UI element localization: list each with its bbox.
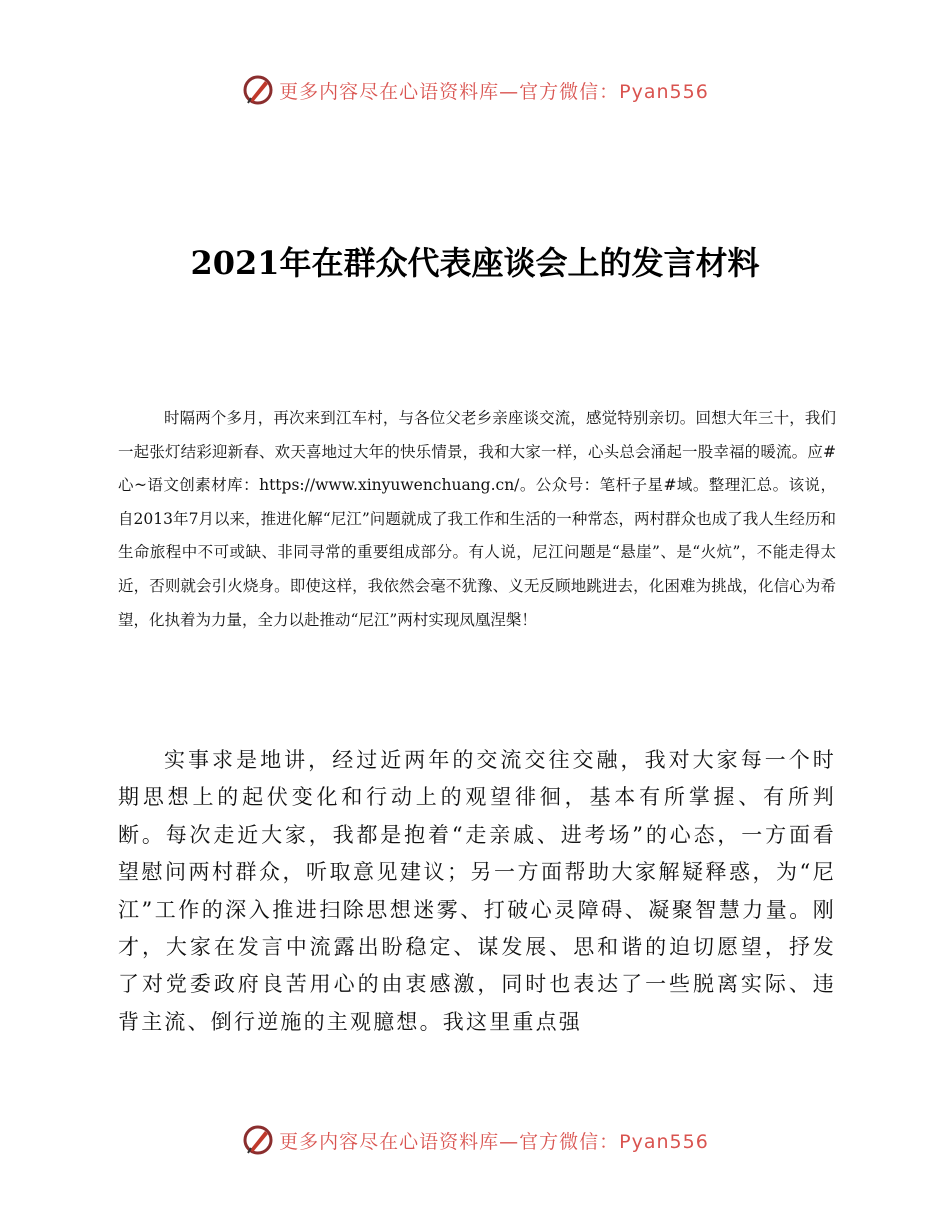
quill-pen-logo-icon (241, 73, 275, 107)
footer-watermark-banner (0, 1120, 950, 1160)
quill-pen-logo-icon (241, 1123, 275, 1157)
paragraph-intro: 时隔两个多月，再次来到江车村，与各位父老乡亲座谈交流，感觉特别亲切。回想大年三十，我们一起张灯结彩迎新春、欢天喜地过大年的快乐情景，我和大家一样，心头总会涌起一股幸福的暖流。应#心~语文创素材库：https://www.xinyuwenchuang.cn/。公众号：笔杆子星#域。整理汇总。该说，自2013年7月以来，推进化解“尼江”问题就成了我工作和生活的一种常态，两村群众也成了我人生经历和生命旅程中不可或缺、非同寻常的重要组成部分。有人说，尼江问题是“悬崖”、是“火炕”，不能走得太近，否则就会引火烧身。即使这样，我依然会毫不犹豫、义无反顾地跳进去，化困难为挑战，化信心为希望，化执着为力量，全力以赴推动“尼江”两村实现凤凰涅槃！ (118, 409, 836, 629)
document-title: 2021年在群众代表座谈会上的发言材料 (190, 244, 760, 282)
header-watermark-banner (0, 70, 950, 110)
watermark-text: 更多内容尽在心语资料库—官方微信：Pyan556 (279, 1130, 709, 1153)
paragraph-body: 实事求是地讲，经过近两年的交流交往交融，我对大家每一个时期思想上的起伏变化和行动上的观望徘徊，基本有所掌握、有所判断。每次走近大家，我都是抱着“走亲戚、进考场”的心态，一方面看望慰问两村群众，听取意见建议；另一方面帮助大家解疑释惑，为“尼江”工作的深入推进扫除思想迷雾、打破心灵障碍、凝聚智慧力量。刚才，大家在发言中流露出盼稳定、谋发展、思和谐的迫切愿望，抒发了对党委政府良苦用心的由衷感激，同时也表达了一些脱离实际、违背主流、倒行逆施的主观臆想。我这里重点强 (118, 748, 836, 1034)
watermark-text: 更多内容尽在心语资料库—官方微信：Pyan556 (279, 80, 709, 103)
